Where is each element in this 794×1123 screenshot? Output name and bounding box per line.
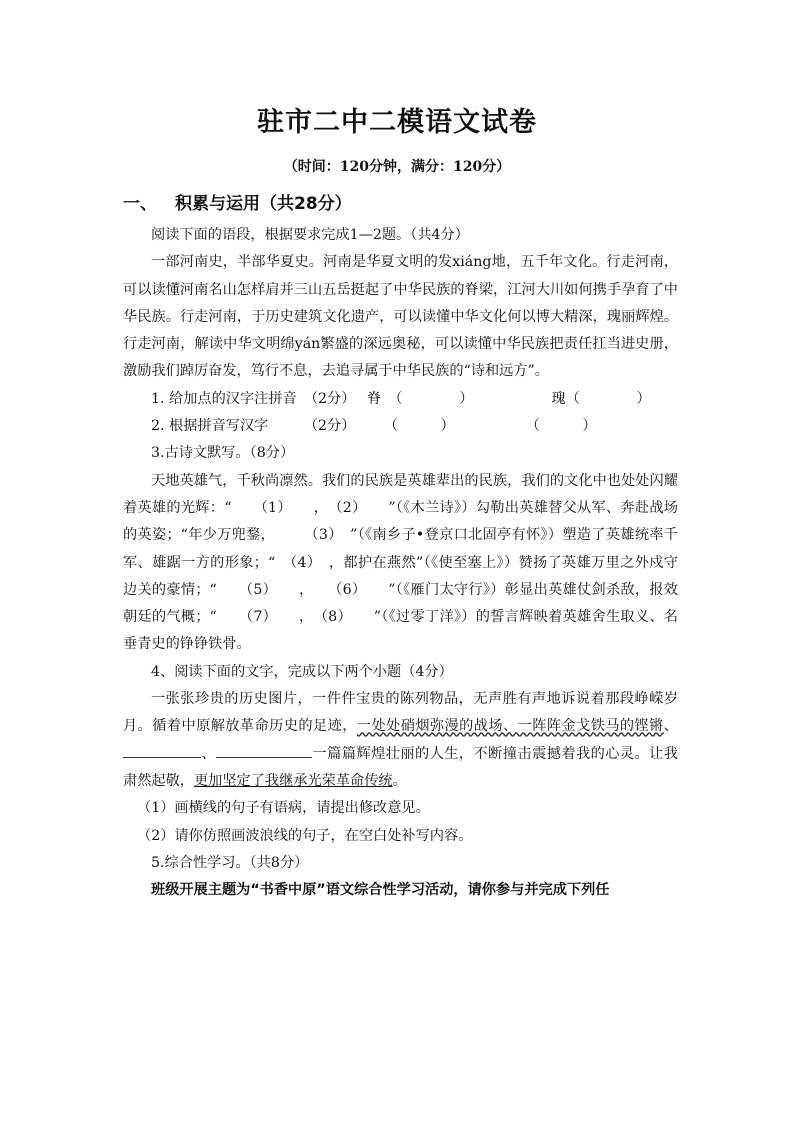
passage2-sep-2: 、 bbox=[201, 745, 217, 762]
poem-passage: 天地英雄气，千秋尚凛然。我们的民族是英雄辈出的民族，我们的文化中也处处闪耀着英雄的光辉：“ （1） ， （2） ”（《木兰诗》）勾勒出英雄替父从军、奔赴战场的英姿；“年少万兜鍪， （3） ”（《南乡子•登京口北固亭有怀》）塑造了英雄统率千军、雄踞一方的形象；“ （4） ，都护在燕然”（《使至塞上》）赞扬了英雄万里之外戍守边关的豪情；“ （5） ， （6） ”（《雁门太守行》）彰显出英雄仗剑杀敌，报效朝廷的气概；“ （7） ， （8） ”（《过零丁洋》）的誓言辉映着英雄舍生取义、名垂青史的铮铮铁骨。 bbox=[123, 472, 678, 653]
question-4: 4、阅读下面的文字，完成以下两个小题（4分） bbox=[151, 663, 453, 680]
section-heading bbox=[123, 189, 352, 214]
question-5: 5.综合性学习。（共8分） bbox=[151, 854, 309, 871]
passage2-wavy-sentence: 一处处硝烟弥漫的战场、一阵阵金戈铁马的铿锵 bbox=[356, 718, 664, 735]
fill-blank-2[interactable] bbox=[216, 743, 312, 758]
section-number: 一、 bbox=[123, 194, 157, 214]
passage2-underlined-sentence: 更加坚定了我继承光荣革命传统 bbox=[193, 772, 393, 789]
passage-henan: 一部河南史，半部华夏史。河南是华夏文明的发xiáng地，五千年文化。行走河南，可以读懂河南名山怎样肩并三山五岳挺起了中华民族的脊梁，江河大川如何携手孕育了中华民族。行走河南，于历史建筑文化遗产，可以读懂中华文化何以博大精深，瑰丽辉煌。行走河南，解读中华文明绵yán繁盛的深远奥秘，可以读懂中华民族把责任扛当进史册，激励我们踔厉奋发，笃行不息，去追寻属于中华民族的“诗和远方”。 bbox=[123, 254, 678, 380]
section-label: 积累与运用（共28分） bbox=[175, 194, 352, 214]
passage2-mid: 一篇篇辉煌壮丽的人生，不断撞击震撼着我的心灵。让我肃然起敬， bbox=[123, 745, 678, 789]
question-5-description: 班级开展主题为“书香中原”语文综合性学习活动，请你参与并完成下列任 bbox=[151, 882, 610, 899]
page-title: 驻市二中二模语文试卷 bbox=[257, 107, 537, 138]
exam-body bbox=[123, 222, 678, 904]
passage2-sep-1: 、 bbox=[663, 718, 678, 735]
reading-intro: 阅读下面的语段，根据要求完成1—2题。（共4分） bbox=[151, 227, 469, 243]
subquestion-2: （2）请你仿照画波浪线的句子，在空白处补写内容。 bbox=[137, 827, 473, 844]
question-1: 1. 给加点的汉字注拼音 （2分） 脊 （ ） 瑰（ ） bbox=[151, 390, 651, 407]
passage2-start: 一张张珍贵的历史图片，一件件宝贵的陈列物品，无声胜有声地诉说着那段峥嵘岁月。循着中原解放革命历史的足迹， bbox=[123, 691, 678, 735]
fill-blank-1[interactable] bbox=[123, 743, 201, 758]
question-2: 2. 根据拼音写汉字 （2分） （ ） （ ） bbox=[151, 418, 597, 435]
exam-subtitle: （时间：120分钟，满分：120分） bbox=[283, 159, 511, 175]
question-3: 3.古诗文默写。（8分） bbox=[151, 445, 295, 462]
passage2-end: 。 bbox=[392, 772, 407, 789]
passage-history bbox=[123, 686, 678, 795]
subquestion-1: （1）画横线的句子有语病，请提出修改意见。 bbox=[137, 800, 430, 817]
